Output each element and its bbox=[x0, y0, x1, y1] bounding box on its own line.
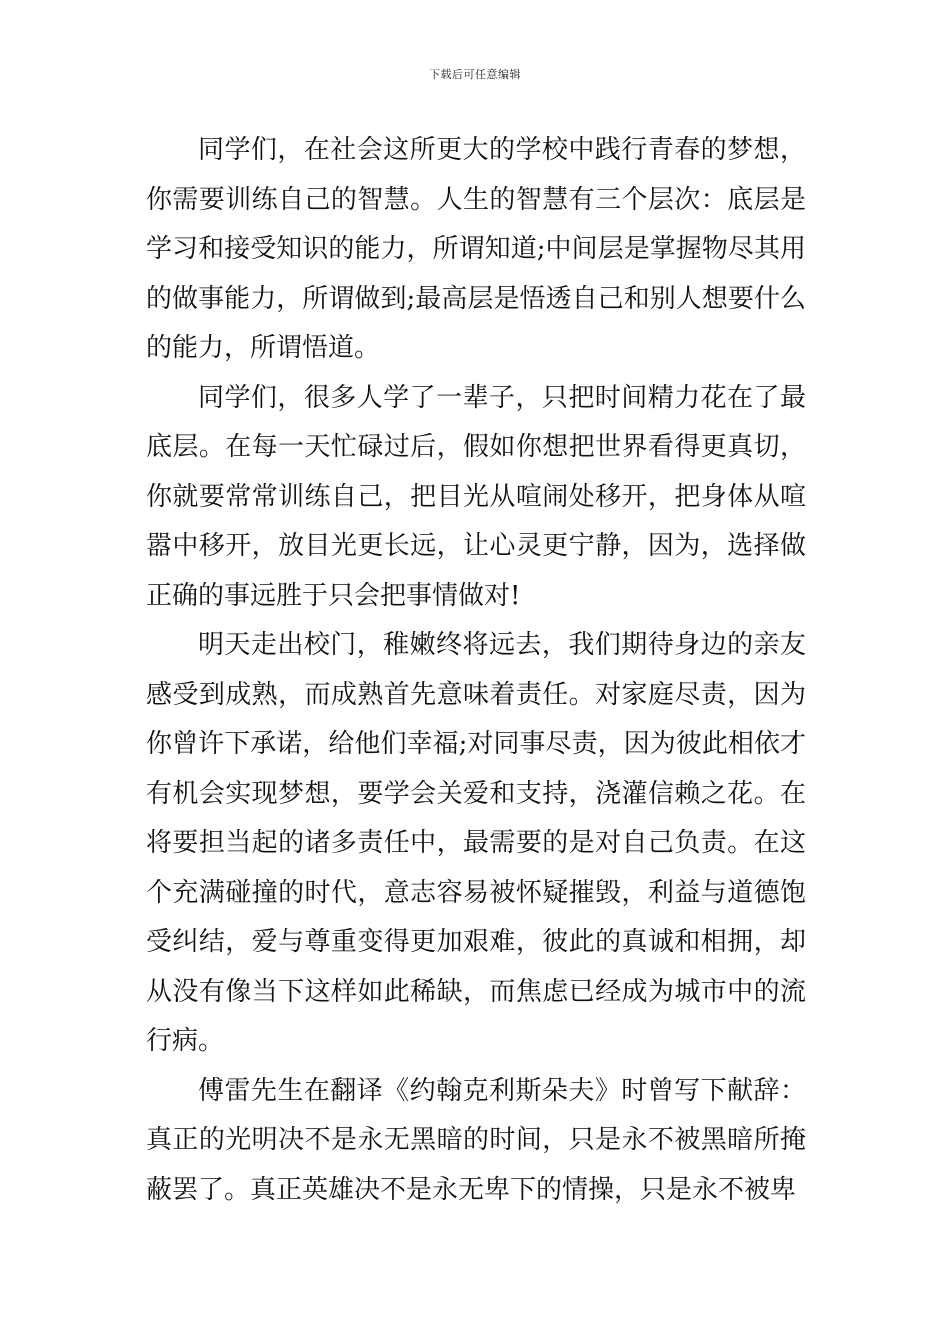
page-header-note: 下载后可任意编辑 bbox=[429, 68, 521, 81]
paragraph-focus: 同学们，很多人学了一辈子，只把时间精力花在了最底层。在每一天忙碌过后，假如你想把世界看得更真切，你就要常常训练自己，把目光从喧闹处移开，把身体从喧嚣中移开，放目光更长远，让心灵更宁静，因为，选择做正确的事远胜于只会把事情做对! bbox=[146, 382, 806, 611]
paragraph-responsibility: 明天走出校门，稚嫩终将远去，我们期待身边的亲友感受到成熟，而成熟首先意味着责任。对家庭尽责，因为你曾许下承诺，给他们幸福;对同事尽责，因为彼此相依才有机会实现梦想，要学会关爱和支持，浇灌信赖之花。在将要担当起的诸多责任中，最需要的是对自己负责。在这个充满碰撞的时代，意志容易被怀疑摧毁，利益与道德饱受纠结，爱与尊重变得更加艰难，彼此的真诚和相拥，却从没有像当下这样如此稀缺，而焦虑已经成为城市中的流行病。 bbox=[146, 630, 806, 1056]
document-body bbox=[146, 126, 806, 1215]
paragraph-wisdom: 同学们，在社会这所更大的学校中践行青春的梦想，你需要训练自己的智慧。人生的智慧有三个层次：底层是学习和接受知识的能力，所谓知道;中间层是掌握物尽其用的做事能力，所谓做到;最高层是悟透自己和别人想要什么的能力，所谓悟道。 bbox=[146, 135, 806, 363]
paragraph-fu-lei-quote: 傅雷先生在翻译《约翰克利斯朵夫》时曾写下献辞：真正的光明决不是永无黑暗的时间，只是永不被黑暗所掩蔽罢了。真正英雄决不是永无卑下的情操，只是永不被卑 bbox=[146, 1075, 806, 1205]
